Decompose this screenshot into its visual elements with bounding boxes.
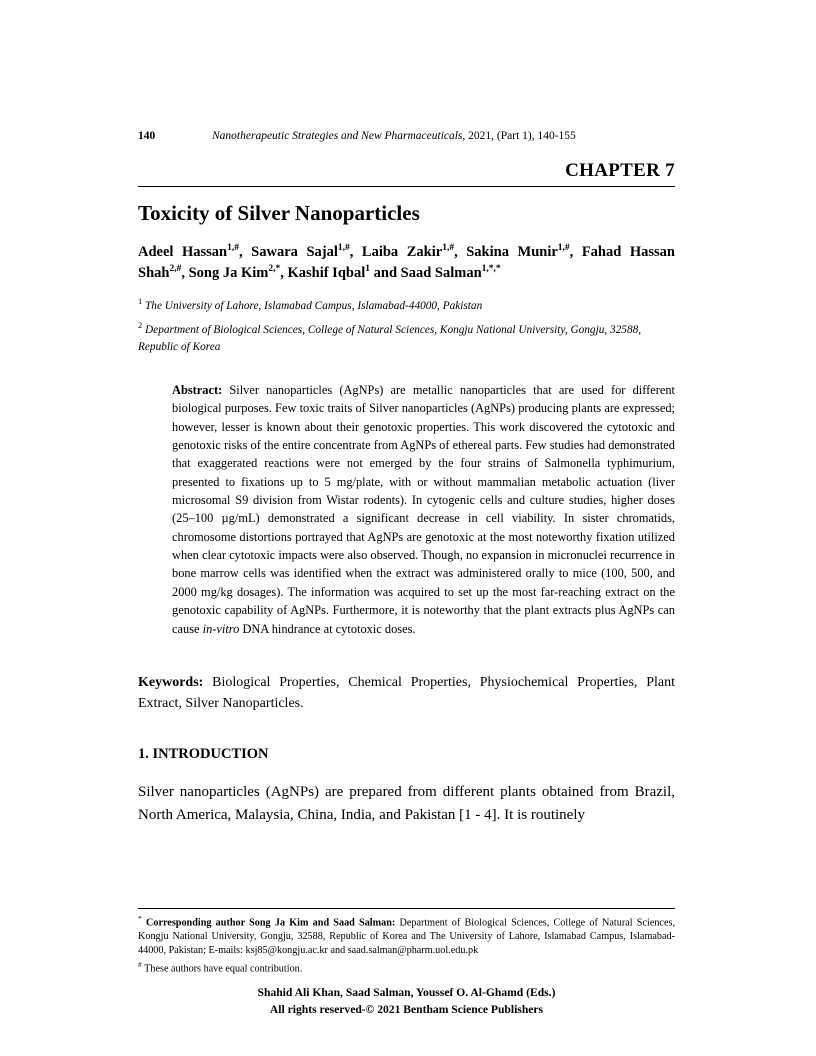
author-separator: , — [569, 244, 582, 261]
author-separator: , — [454, 244, 467, 261]
header-divider — [138, 186, 675, 187]
footnote-corresponding-author — [138, 914, 675, 958]
author-separator: , — [280, 265, 288, 282]
author-name: Adeel Hassan — [138, 244, 228, 261]
author-name: Kashif Iqbal — [287, 265, 366, 282]
page-content — [138, 130, 675, 827]
affiliation-2 — [138, 320, 675, 355]
footnotes-block — [138, 908, 675, 976]
author-name: Fahad Hassan Shah — [138, 244, 675, 282]
footnote-marker: # — [138, 960, 142, 970]
editors-line: Shahid Ali Khan, Saad Salman, Youssef O. Al-Ghamd (Eds.) — [257, 986, 556, 999]
author-name: Sakina Munir — [466, 244, 558, 261]
chapter-label: CHAPTER 7 — [565, 160, 675, 181]
author-affil-marker: 1,*,* — [481, 264, 501, 275]
author-list — [138, 242, 675, 284]
author-name: Saad Salman — [400, 265, 482, 282]
introduction-paragraph: Silver nanoparticles (AgNPs) are prepared from different plants obtained from Brazil, North America, Malaysia, China, India, and Pakistan [1 - 4]. It is routinely — [138, 783, 675, 824]
affiliation-text: The University of Lahore, Islamabad Campus, Islamabad-44000, Pakistan — [145, 299, 483, 312]
author-affil-marker: 1 — [365, 264, 370, 275]
footnote-divider — [138, 908, 675, 909]
footnote-marker: * — [138, 914, 142, 923]
page-number: 140 — [138, 130, 156, 142]
copyright-line: All rights reserved-© 2021 Bentham Science Publishers — [269, 1002, 544, 1016]
author-separator: , — [349, 244, 362, 261]
affiliation-1 — [138, 296, 675, 314]
abstract-block — [172, 381, 675, 638]
author-affil-marker: 1,# — [442, 243, 455, 254]
abstract-italic-phrase: in-vitro — [202, 621, 240, 636]
abstract-text-part-2: DNA hindrance at cytotoxic doses. — [239, 621, 416, 636]
keywords-block — [138, 672, 675, 714]
author-name: Sawara Sajal — [251, 244, 338, 261]
affiliation-marker: 1 — [138, 297, 143, 307]
abstract-label: Abstract: — [172, 382, 223, 397]
author-affil-marker: 1,# — [337, 243, 350, 254]
author-separator: , — [181, 265, 189, 282]
footnote-text: Department of Biological Sciences, College of Natural Sciences, Kongju National University, Gongju, 32588, Republic of Korea and The University of Lahore, Islamabad Campus, Islamabad-44000, Pakistan; E-mails: ksj85@kongju.ac.kr and saad.salman@pharm.uol.edu.pk — [138, 917, 675, 957]
abstract-text-part-1: Silver nanoparticles (AgNPs) are metallic nanoparticles that are used for different biological purposes. Few toxic traits of Silver nanoparticles (AgNPs) producing plants are expressed; however, lesser is known about their genotoxic properties. This work discovered the cytotoxic and genotoxic risks of the entire concentrate from AgNPs of ethereal parts. Few studies had demonstrated that exaggerated reactions were not emerged by the four strains of Salmonella typhimurium, presented to fixations up to 5 mg/plate, with or without mammalian metabolic actuation (liver microsomal S9 division from Wistar rodents). In cytogenic cells and culture studies, higher doses (25–100 µg/mL) demonstrated a significant decrease in cell viability. In sister chromatids, chromosome distortions portrayed that AgNPs are genotoxic at the most noteworthy fixation utilized when clear cytotoxic impacts were also observed. Though, no expansion in micronuclei recurrence in bone marrow cells was identified when the extract was administered orally to mice (100, 500, and 2000 mg/kg dosages). The information was acquired to set up the most far-reaching extract on the genotoxic capability of AgNPs. Furthermore, it is noteworthy that the plant extracts plus AgNPs can cause — [172, 382, 675, 636]
author-separator: , — [239, 244, 252, 261]
author-affil-marker: 2,# — [169, 264, 182, 275]
book-title: Nanotherapeutic Strategies and New Pharmaceuticals — [212, 130, 463, 142]
footnote-equal-contribution — [138, 960, 675, 976]
author-name: Laiba Zakir — [361, 244, 443, 261]
author-separator: and — [370, 265, 401, 282]
author-affil-marker: 2,* — [268, 264, 281, 275]
running-head-tail: , 2021, (Part 1), 140-155 — [462, 130, 576, 142]
page-title: Toxicity of Silver Nanoparticles — [138, 201, 420, 225]
author-name: Song Ja Kim — [188, 265, 269, 282]
affiliation-text: Department of Biological Sciences, College of Natural Sciences, Kongju National University, Gongju, 32588, Republic of Korea — [138, 324, 642, 353]
keywords-text: Biological Properties, Chemical Properties, Physiochemical Properties, Plant Extract, Silver Nanoparticles. — [138, 674, 675, 711]
author-affil-marker: 1,# — [227, 243, 239, 254]
affiliation-marker: 2 — [138, 321, 143, 331]
running-head — [138, 130, 675, 142]
keywords-label: Keywords: — [138, 674, 204, 690]
publisher-block — [138, 985, 675, 1019]
footnote-lead: Corresponding author Song Ja Kim and Saad Salman: — [146, 917, 396, 929]
author-affil-marker: 1,# — [557, 243, 570, 254]
section-heading-introduction: 1. INTRODUCTION — [138, 745, 269, 762]
running-head-text — [212, 130, 576, 142]
footnote-text: These authors have equal contribution. — [141, 963, 303, 975]
